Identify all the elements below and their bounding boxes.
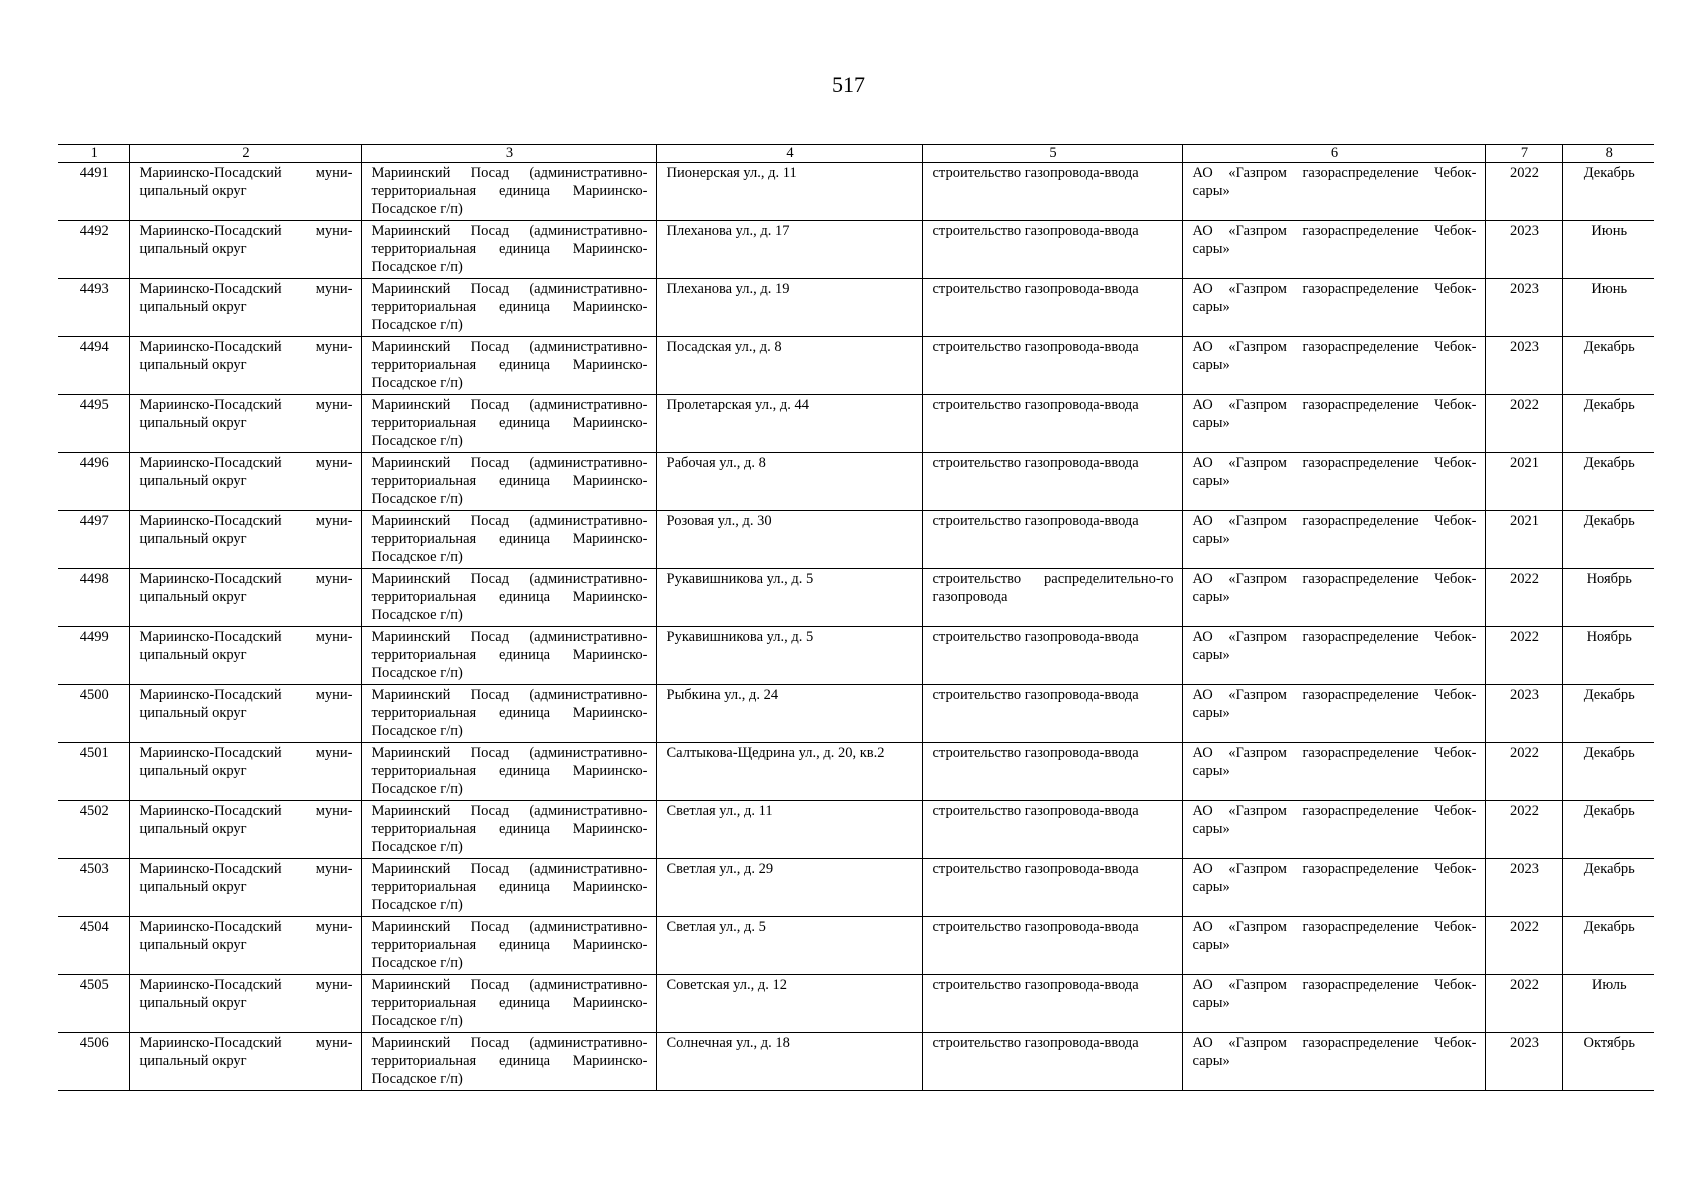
- table-row: [58, 569, 1654, 627]
- district-cell: Мариинско-Посадский муни-ципальный округ: [129, 337, 361, 395]
- gasification-table: [58, 144, 1654, 1091]
- district-cell: Мариинско-Посадский муни-ципальный округ: [129, 569, 361, 627]
- year-cell: 2023: [1485, 1033, 1562, 1091]
- year-cell: 2022: [1485, 917, 1562, 975]
- month-cell: Декабрь: [1562, 917, 1654, 975]
- table-row: [58, 279, 1654, 337]
- work-type-cell: строительство газопровода-ввода: [922, 337, 1182, 395]
- month-cell: Декабрь: [1562, 743, 1654, 801]
- column-header-1: 1: [58, 145, 129, 163]
- work-type-cell: строительство распределительно-го газопровода: [922, 569, 1182, 627]
- address-cell: Светлая ул., д. 11: [656, 801, 922, 859]
- organization-cell: АО «Газпром газораспределение Чебок-сары»: [1182, 801, 1485, 859]
- month-cell: Июнь: [1562, 279, 1654, 337]
- work-type-cell: строительство газопровода-ввода: [922, 685, 1182, 743]
- settlement-cell: Мариинский Посад (административно-территориальная единица Мариинско-Посадское г/п): [361, 627, 656, 685]
- year-cell: 2023: [1485, 279, 1562, 337]
- table-row: [58, 221, 1654, 279]
- work-type-cell: строительство газопровода-ввода: [922, 1033, 1182, 1091]
- settlement-cell: Мариинский Посад (административно-территориальная единица Мариинско-Посадское г/п): [361, 917, 656, 975]
- settlement-cell: Мариинский Посад (административно-территориальная единица Мариинско-Посадское г/п): [361, 453, 656, 511]
- organization-cell: АО «Газпром газораспределение Чебок-сары»: [1182, 569, 1485, 627]
- year-cell: 2023: [1485, 337, 1562, 395]
- address-cell: Рабочая ул., д. 8: [656, 453, 922, 511]
- district-cell: Мариинско-Посадский муни-ципальный округ: [129, 685, 361, 743]
- organization-cell: АО «Газпром газораспределение Чебок-сары»: [1182, 743, 1485, 801]
- work-type-cell: строительство газопровода-ввода: [922, 743, 1182, 801]
- year-cell: 2022: [1485, 975, 1562, 1033]
- month-cell: Декабрь: [1562, 685, 1654, 743]
- row-number-cell: 4501: [58, 743, 129, 801]
- row-number-cell: 4504: [58, 917, 129, 975]
- settlement-cell: Мариинский Посад (административно-территориальная единица Мариинско-Посадское г/п): [361, 511, 656, 569]
- address-cell: Рукавишникова ул., д. 5: [656, 627, 922, 685]
- page-number: 517: [832, 72, 865, 97]
- month-cell: Декабрь: [1562, 801, 1654, 859]
- address-cell: Пролетарская ул., д. 44: [656, 395, 922, 453]
- column-header-3: 3: [361, 145, 656, 163]
- column-header-7: 7: [1485, 145, 1562, 163]
- month-cell: Декабрь: [1562, 511, 1654, 569]
- work-type-cell: строительство газопровода-ввода: [922, 917, 1182, 975]
- settlement-cell: Мариинский Посад (административно-территориальная единица Мариинско-Посадское г/п): [361, 163, 656, 221]
- work-type-cell: строительство газопровода-ввода: [922, 453, 1182, 511]
- month-cell: Октябрь: [1562, 1033, 1654, 1091]
- table-row: [58, 627, 1654, 685]
- district-cell: Мариинско-Посадский муни-ципальный округ: [129, 395, 361, 453]
- row-number-cell: 4492: [58, 221, 129, 279]
- organization-cell: АО «Газпром газораспределение Чебок-сары»: [1182, 917, 1485, 975]
- row-number-cell: 4495: [58, 395, 129, 453]
- settlement-cell: Мариинский Посад (административно-территориальная единица Мариинско-Посадское г/п): [361, 975, 656, 1033]
- column-header-4: 4: [656, 145, 922, 163]
- settlement-cell: Мариинский Посад (административно-территориальная единица Мариинско-Посадское г/п): [361, 685, 656, 743]
- settlement-cell: Мариинский Посад (административно-территориальная единица Мариинско-Посадское г/п): [361, 743, 656, 801]
- organization-cell: АО «Газпром газораспределение Чебок-сары»: [1182, 685, 1485, 743]
- month-cell: Декабрь: [1562, 859, 1654, 917]
- month-cell: Декабрь: [1562, 337, 1654, 395]
- table-body: [58, 163, 1654, 1091]
- district-cell: Мариинско-Посадский муни-ципальный округ: [129, 917, 361, 975]
- organization-cell: АО «Газпром газораспределение Чебок-сары»: [1182, 279, 1485, 337]
- row-number-cell: 4493: [58, 279, 129, 337]
- table-row: [58, 975, 1654, 1033]
- table-row: [58, 395, 1654, 453]
- year-cell: 2022: [1485, 801, 1562, 859]
- organization-cell: АО «Газпром газораспределение Чебок-сары»: [1182, 511, 1485, 569]
- organization-cell: АО «Газпром газораспределение Чебок-сары»: [1182, 453, 1485, 511]
- address-cell: Пионерская ул., д. 11: [656, 163, 922, 221]
- table-row: [58, 743, 1654, 801]
- settlement-cell: Мариинский Посад (административно-территориальная единица Мариинско-Посадское г/п): [361, 569, 656, 627]
- address-cell: Плеханова ул., д. 17: [656, 221, 922, 279]
- organization-cell: АО «Газпром газораспределение Чебок-сары»: [1182, 395, 1485, 453]
- organization-cell: АО «Газпром газораспределение Чебок-сары»: [1182, 163, 1485, 221]
- row-number-cell: 4506: [58, 1033, 129, 1091]
- address-cell: Советская ул., д. 12: [656, 975, 922, 1033]
- year-cell: 2021: [1485, 453, 1562, 511]
- year-cell: 2022: [1485, 627, 1562, 685]
- settlement-cell: Мариинский Посад (административно-территориальная единица Мариинско-Посадское г/п): [361, 337, 656, 395]
- column-header-2: 2: [129, 145, 361, 163]
- address-cell: Солнечная ул., д. 18: [656, 1033, 922, 1091]
- row-number-cell: 4502: [58, 801, 129, 859]
- work-type-cell: строительство газопровода-ввода: [922, 221, 1182, 279]
- district-cell: Мариинско-Посадский муни-ципальный округ: [129, 163, 361, 221]
- row-number-cell: 4499: [58, 627, 129, 685]
- column-header-5: 5: [922, 145, 1182, 163]
- settlement-cell: Мариинский Посад (административно-территориальная единица Мариинско-Посадское г/п): [361, 279, 656, 337]
- month-cell: Июль: [1562, 975, 1654, 1033]
- settlement-cell: Мариинский Посад (административно-территориальная единица Мариинско-Посадское г/п): [361, 1033, 656, 1091]
- address-cell: Розовая ул., д. 30: [656, 511, 922, 569]
- work-type-cell: строительство газопровода-ввода: [922, 163, 1182, 221]
- organization-cell: АО «Газпром газораспределение Чебок-сары»: [1182, 221, 1485, 279]
- address-cell: Светлая ул., д. 29: [656, 859, 922, 917]
- district-cell: Мариинско-Посадский муни-ципальный округ: [129, 801, 361, 859]
- district-cell: Мариинско-Посадский муни-ципальный округ: [129, 279, 361, 337]
- address-cell: Салтыкова-Щедрина ул., д. 20, кв.2: [656, 743, 922, 801]
- month-cell: Декабрь: [1562, 453, 1654, 511]
- year-cell: 2022: [1485, 395, 1562, 453]
- row-number-cell: 4494: [58, 337, 129, 395]
- district-cell: Мариинско-Посадский муни-ципальный округ: [129, 975, 361, 1033]
- table-row: [58, 801, 1654, 859]
- table-header-row: [58, 145, 1654, 163]
- settlement-cell: Мариинский Посад (административно-территориальная единица Мариинско-Посадское г/п): [361, 221, 656, 279]
- month-cell: Декабрь: [1562, 395, 1654, 453]
- table-row: [58, 917, 1654, 975]
- row-number-cell: 4500: [58, 685, 129, 743]
- work-type-cell: строительство газопровода-ввода: [922, 859, 1182, 917]
- settlement-cell: Мариинский Посад (административно-территориальная единица Мариинско-Посадское г/п): [361, 801, 656, 859]
- work-type-cell: строительство газопровода-ввода: [922, 627, 1182, 685]
- month-cell: Ноябрь: [1562, 569, 1654, 627]
- address-cell: Плеханова ул., д. 19: [656, 279, 922, 337]
- year-cell: 2023: [1485, 685, 1562, 743]
- year-cell: 2022: [1485, 743, 1562, 801]
- address-cell: Рукавишникова ул., д. 5: [656, 569, 922, 627]
- organization-cell: АО «Газпром газораспределение Чебок-сары»: [1182, 627, 1485, 685]
- table-row: [58, 453, 1654, 511]
- work-type-cell: строительство газопровода-ввода: [922, 279, 1182, 337]
- table-row: [58, 685, 1654, 743]
- organization-cell: АО «Газпром газораспределение Чебок-сары»: [1182, 1033, 1485, 1091]
- district-cell: Мариинско-Посадский муни-ципальный округ: [129, 453, 361, 511]
- address-cell: Рыбкина ул., д. 24: [656, 685, 922, 743]
- table-row: [58, 511, 1654, 569]
- year-cell: 2022: [1485, 163, 1562, 221]
- district-cell: Мариинско-Посадский муни-ципальный округ: [129, 627, 361, 685]
- month-cell: Декабрь: [1562, 163, 1654, 221]
- table-row: [58, 337, 1654, 395]
- month-cell: Июнь: [1562, 221, 1654, 279]
- district-cell: Мариинско-Посадский муни-ципальный округ: [129, 743, 361, 801]
- row-number-cell: 4496: [58, 453, 129, 511]
- settlement-cell: Мариинский Посад (административно-территориальная единица Мариинско-Посадское г/п): [361, 859, 656, 917]
- row-number-cell: 4497: [58, 511, 129, 569]
- year-cell: 2021: [1485, 511, 1562, 569]
- year-cell: 2023: [1485, 859, 1562, 917]
- district-cell: Мариинско-Посадский муни-ципальный округ: [129, 1033, 361, 1091]
- year-cell: 2022: [1485, 569, 1562, 627]
- settlement-cell: Мариинский Посад (административно-территориальная единица Мариинско-Посадское г/п): [361, 395, 656, 453]
- year-cell: 2023: [1485, 221, 1562, 279]
- work-type-cell: строительство газопровода-ввода: [922, 801, 1182, 859]
- row-number-cell: 4491: [58, 163, 129, 221]
- district-cell: Мариинско-Посадский муни-ципальный округ: [129, 511, 361, 569]
- column-header-8: 8: [1562, 145, 1654, 163]
- organization-cell: АО «Газпром газораспределение Чебок-сары»: [1182, 859, 1485, 917]
- table-row: [58, 859, 1654, 917]
- address-cell: Светлая ул., д. 5: [656, 917, 922, 975]
- row-number-cell: 4503: [58, 859, 129, 917]
- table-row: [58, 1033, 1654, 1091]
- work-type-cell: строительство газопровода-ввода: [922, 975, 1182, 1033]
- district-cell: Мариинско-Посадский муни-ципальный округ: [129, 221, 361, 279]
- organization-cell: АО «Газпром газораспределение Чебок-сары»: [1182, 975, 1485, 1033]
- work-type-cell: строительство газопровода-ввода: [922, 395, 1182, 453]
- row-number-cell: 4498: [58, 569, 129, 627]
- table-row: [58, 163, 1654, 221]
- month-cell: Ноябрь: [1562, 627, 1654, 685]
- organization-cell: АО «Газпром газораспределение Чебок-сары»: [1182, 337, 1485, 395]
- column-header-6: 6: [1182, 145, 1485, 163]
- row-number-cell: 4505: [58, 975, 129, 1033]
- address-cell: Посадская ул., д. 8: [656, 337, 922, 395]
- district-cell: Мариинско-Посадский муни-ципальный округ: [129, 859, 361, 917]
- work-type-cell: строительство газопровода-ввода: [922, 511, 1182, 569]
